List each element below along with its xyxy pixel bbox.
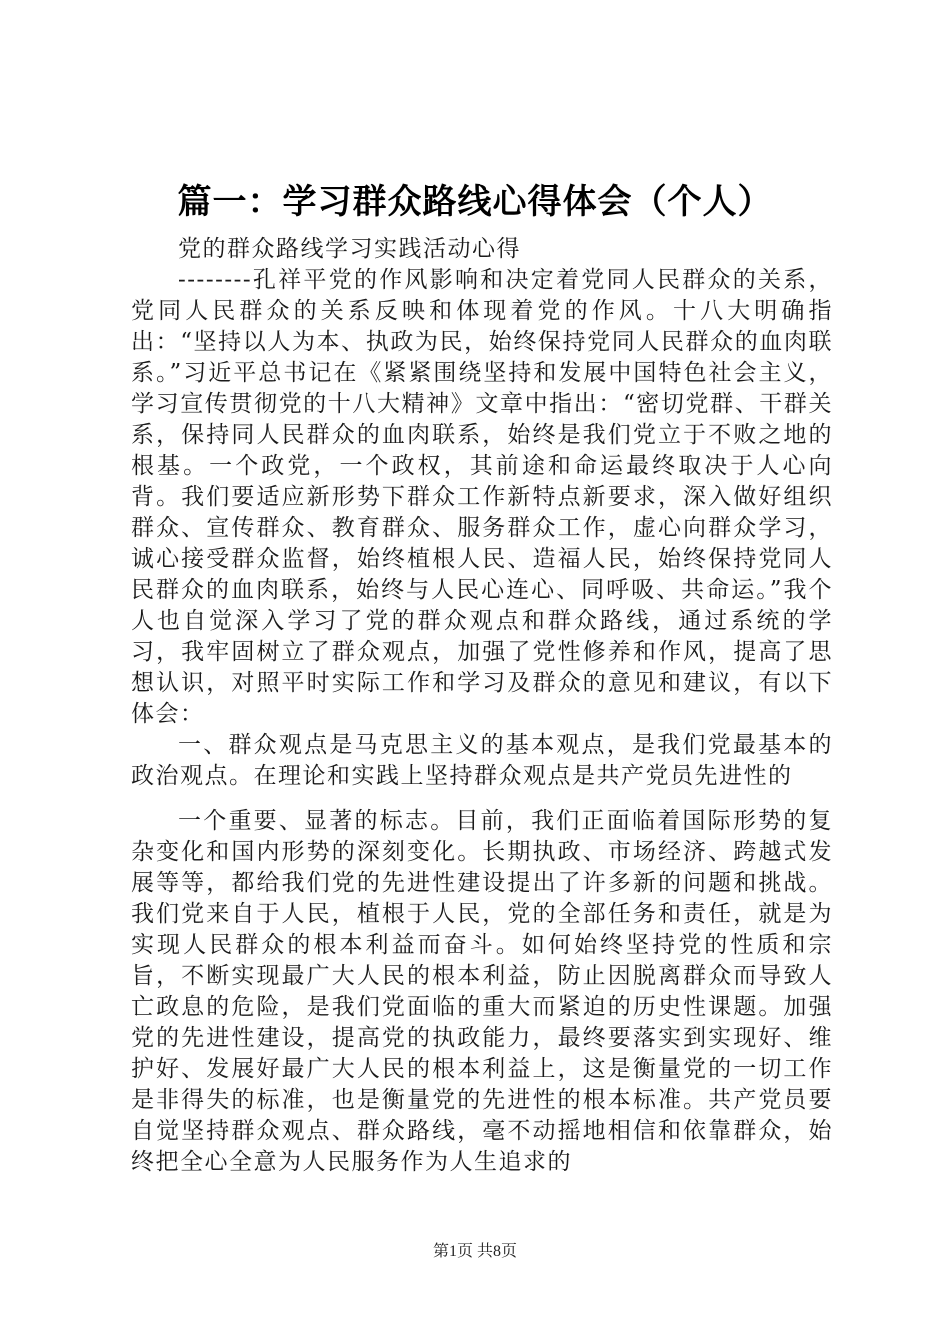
paragraph-intro: --------孔祥平党的作风影响和决定着党同人民群众的关系，党同人民群众的关系反映和体现着党的作风。十八大明确指出：“坚持以人为本、执政为民，始终保持党同人民群众的血肉联系。”习近平总书记在《紧紧围绕坚持和发展中国特色社会主义，学习宣传贯彻党的十八大精神》文章中指出：“密切党群、干群关系，保持同人民群众的血肉联系，始终是我们党立于不败之地的根基。一个政党，一个政权，其前途和命运最终取决于人心向背。我们要适应新形势下群众工作新特点新要求，深入做好组织群众、宣传群众、教育群众、服务群众工作，虚心向群众学习，诚心接受群众监督，始终植根人民、造福人民，始终保持党同人民群众的血肉联系，始终与人民心连心、同呼吸、共命运。”我个人也自觉深入学习了党的群众观点和群众路线，通过系统的学习，我牢固树立了群众观点，加强了党性修养和作风，提高了思想认识，对照平时实际工作和学习及群众的意见和建议，有以下体会：	[131, 267, 833, 727]
document-body	[131, 234, 833, 1178]
page-number: 第1页 共8页	[432, 1243, 517, 1260]
paragraph-point-one: 一、群众观点是马克思主义的基本观点，是我们党最基本的政治观点。在理论和实践上坚持群众观点是共产党员先进性的	[131, 732, 833, 789]
document-title: 篇一：学习群众路线心得体会（个人）	[177, 182, 773, 222]
paragraph-continuation: 一个重要、显著的标志。目前，我们正面临着国际形势的复杂变化和国内形势的深刻变化。长期执政、市场经济、跨越式发展等等，都给我们党的先进性建设提出了许多新的问题和挑战。我们党来自于人民，植根于人民，党的全部任务和责任，就是为实现人民群众的根本利益而奋斗。如何始终坚持党的性质和宗旨，不断实现最广大人民的根本利益，防止因脱离群众而导致人亡政息的危险，是我们党面临的重大而紧迫的历史性课题。加强党的先进性建设，提高党的执政能力，最终要落实到实现好、维护好、发展好最广大人民的根本利益上，这是衡量党的一切工作是非得失的标准，也是衡量党的先进性的根本标准。共产党员要自觉坚持群众观点、群众路线，毫不动摇地相信和依靠群众，始终把全心全意为人民服务作为人生追求的	[131, 808, 833, 1175]
paragraph-subtitle: 党的群众路线学习实践活动心得	[178, 236, 521, 262]
